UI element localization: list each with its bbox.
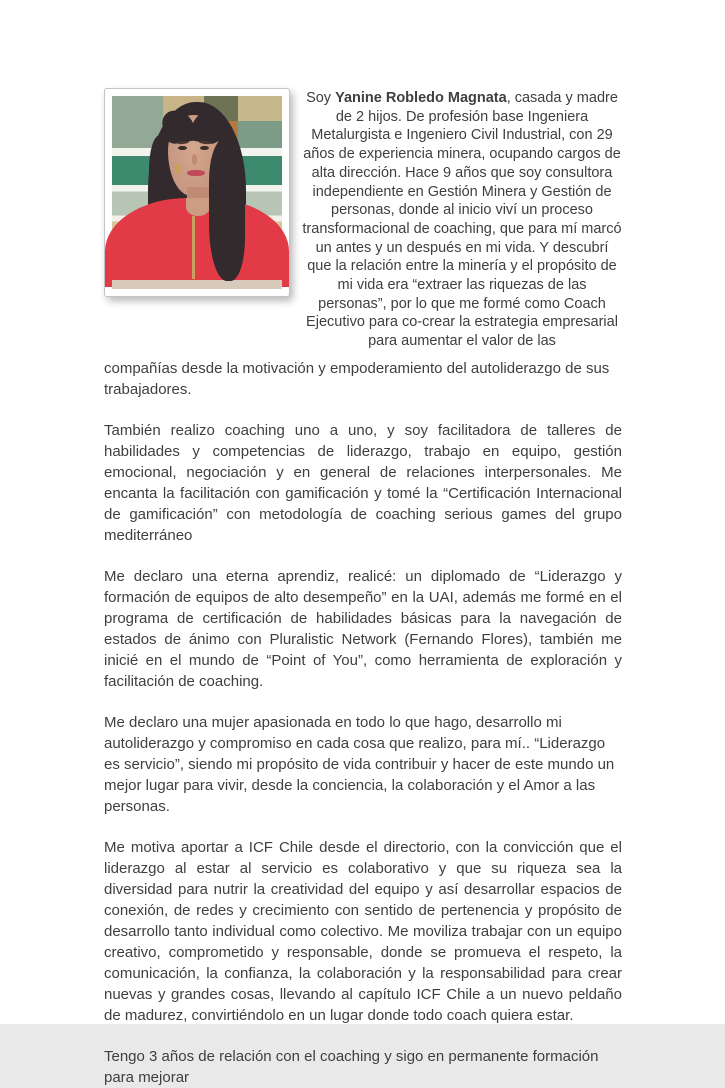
bio-paragraph-2: También realizo coaching uno a uno, y soy facilitadora de talleres de habilidades y competencias de liderazgo, trabajo en equipo, gestión emocional, negociación y en general de relaciones interpersonales. Me encanta la facilitación con gamificación y tomé la “Certificación Internacional de gamificación” con metodología de coaching serious games del grupo mediterráneo — [104, 421, 622, 544]
bio-paragraph-6: Tengo 3 años de relación con el coaching y sigo en permanente formación para mejorar — [104, 1047, 599, 1086]
intro-paragraph — [302, 89, 622, 351]
intro-section — [104, 88, 622, 351]
person-name: Yanine Robledo Magnata — [335, 90, 507, 106]
intro-continuation-paragraph: compañías desde la motivación y empoderamiento del autoliderazgo de sus trabajadores. — [104, 359, 610, 398]
intro-body: , casada y madre de 2 hijos. De profesión base Ingeniera Metalurgista e Ingeniero Civil Industrial, con 29 años de experiencia minera, ocupando cargos de alta dirección. Hace 9 años que soy consultora independiente en Gestión Minera y Gestión de personas, donde al inicio viví un proceso transformacional de coaching, que para mí marcó un antes y un después en mi vida. Y descubrí que la relación entre la minería y el propósito de mi vida era “extraer las riquezas de las personas”, por lo que me formé como Coach Ejecutivo para co-crear la estrategia empresarial para aumentar el valor de las — [302, 90, 622, 350]
profile-photo — [112, 96, 282, 289]
bio-paragraph-3: Me declaro una eterna aprendiz, realicé: un diplomado de “Liderazgo y formación de equipos de alto desempeño” en la UAI, además me formé en el programa de certificación de habilidades básicas para la navegación de estados de ánimo con Pluralistic Network (Fernando Flores), también me inicié en el mundo de “Point of You”, como herramienta de exploración y facilitación de coaching. — [104, 567, 622, 690]
bio-paragraph-4: Me declaro una mujer apasionada en todo lo que hago, desarrollo mi autoliderazgo y compromiso en cada cosa que realizo, para mí.. “Liderazgo es servicio”, siendo mi propósito de vida contribuir y hacer de este mundo un mejor lugar para vivir, desde la conciencia, la colaboración y el Amor a las personas. — [104, 713, 615, 815]
portrait-zipper — [192, 216, 196, 280]
wall-tile — [238, 121, 282, 148]
portrait-hair-right — [209, 138, 245, 281]
intro-prefix: Soy — [306, 90, 336, 106]
earring-icon — [175, 164, 181, 173]
wall-tile — [238, 96, 282, 121]
bio-paragraph-5: Me motiva aportar a ICF Chile desde el directorio, con la convicción que el liderazgo al estar al servicio es colaborativo y que su riqueza sea la diversidad para nutrir la creatividad del equipo y así desarrollar espacios de conexión, de redes y crecimiento con sentido de pertenencia y propósito de desarrollo tanto individual como colectivo. Me moviliza trabajar con un equipo creativo, comprometido y responsable, donde se promueva el respeto, la comunicación, la confianza, la colaboración y la responsabilidad para crear nuevas y grandes cosas, llevando al capítulo ICF Chile a un nuevo peldaño de madurez, convirtiéndolo en un lugar donde todo coach quiera estar. — [104, 838, 622, 1024]
portrait-neckline — [186, 198, 210, 215]
profile-photo-frame — [104, 88, 290, 297]
portrait-bottom-strip — [112, 280, 282, 289]
portrait-nose — [192, 154, 197, 166]
